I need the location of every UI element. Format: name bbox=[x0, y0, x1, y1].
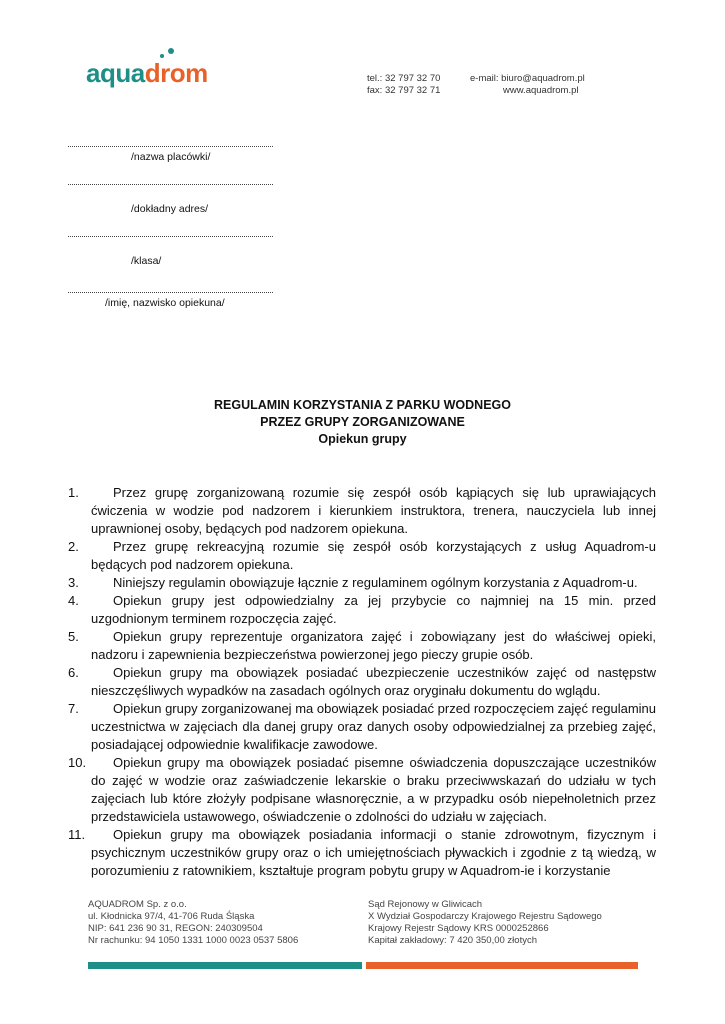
title-line-2: PRZEZ GRUPY ZORGANIZOWANE bbox=[260, 415, 465, 429]
footer-court: Sąd Rejonowy w Gliwicach bbox=[368, 899, 483, 910]
footer-capital: Kapitał zakładowy: 7 420 350,00 złotych bbox=[368, 935, 537, 946]
list-item bbox=[68, 754, 656, 826]
item-text: Opiekun grupy jest odpowiedzialny za jej przybycie co najmniej na 15 min. przed uzgodnionym terminem rozpoczęcia zajęć. bbox=[91, 593, 656, 626]
footer-address: ul. Kłodnicka 97/4, 41-706 Ruda Śląska bbox=[88, 911, 255, 922]
item-text: Opiekun grupy ma obowiązek posiadać ubezpieczenie uczestników zajęć od następstw nieszczęśliwych wypadków na zasadach ogólnych oraz oryginału dokumentu do wglądu. bbox=[91, 665, 656, 698]
list-item bbox=[68, 700, 656, 754]
contact-fax: fax: 32 797 32 71 bbox=[367, 85, 441, 96]
item-number: 6. bbox=[68, 665, 79, 680]
footer-registry-info bbox=[368, 899, 602, 947]
item-number: 7. bbox=[68, 701, 79, 716]
contact-website: www.aquadrom.pl bbox=[503, 85, 579, 96]
facility-name-label: /nazwa placówki/ bbox=[131, 151, 211, 163]
item-number: 5. bbox=[68, 629, 79, 644]
footer-division: X Wydział Gospodarczy Krajowego Rejestru Sądowego bbox=[368, 911, 602, 922]
aquadrom-logo bbox=[86, 44, 226, 96]
list-item bbox=[68, 592, 656, 628]
item-text: Opiekun grupy ma obowiązek posiadać pisemne oświadczenia dopuszczające uczestników do zajęć w wodzie oraz zaświadczenie lekarskie o braku przeciwwskazań do udziału w tych zajęciach lub które złożyły podpisane własnoręcznie, a w przypadku osób niepełnoletnich przez przedstawiciela ustawowego, oświadczenie o zdolności do udziału w zajęciach. bbox=[91, 755, 656, 824]
item-number: 1. bbox=[68, 485, 79, 500]
address-label: /dokładny adres/ bbox=[131, 203, 209, 215]
item-number: 11. bbox=[68, 827, 86, 842]
item-text: Przez grupę rekreacyjną rozumie się zespół osób korzystających z usług Aquadrom-u będących pod nadzorem opiekuna. bbox=[91, 539, 656, 572]
logo-wordmark: aquadrom bbox=[86, 58, 208, 88]
item-number: 3. bbox=[68, 575, 79, 590]
facility-name-line[interactable] bbox=[68, 146, 273, 147]
class-line[interactable] bbox=[68, 236, 273, 237]
contact-email: e-mail: biuro@aquadrom.pl bbox=[470, 73, 585, 84]
footer-nip-regon: NIP: 641 236 90 31, REGON: 240309504 bbox=[88, 923, 263, 934]
item-number: 10. bbox=[68, 755, 87, 770]
contact-email-web bbox=[470, 73, 585, 97]
title-line-1: REGULAMIN KORZYSTANIA Z PARKU WODNEGO bbox=[214, 398, 511, 412]
footer-company-info bbox=[88, 899, 298, 947]
regulations-list bbox=[68, 484, 656, 880]
item-text: Opiekun grupy reprezentuje organizatora zajęć i zobowiązany jest do właściwej opieki, nadzoru i zapewnienia bezpieczeństwa powierzonej jego pieczy grupie osób. bbox=[91, 629, 656, 662]
list-item bbox=[68, 538, 656, 574]
guardian-name-label: /imię, nazwisko opiekuna/ bbox=[105, 297, 225, 309]
item-text: Opiekun grupy ma obowiązek posiadania informacji o stanie zdrowotnym, fizycznym i psychicznym uczestników grupy oraz o ich umiejętnościach pływackich i zgodnie z tą wiedzą, w porozumieniu z ratownikiem, kształtuje program pobytu grupy w Aquadrom-ie i korzystanie bbox=[91, 827, 656, 878]
list-item bbox=[68, 574, 656, 592]
item-number: 4. bbox=[68, 593, 79, 608]
document-title bbox=[0, 397, 725, 448]
footer-company-name: AQUADROM Sp. z o.o. bbox=[88, 899, 187, 910]
item-text: Przez grupę zorganizowaną rozumie się zespół osób kąpiących się lub uprawiających ćwiczenia w wodzie pod nadzorem i kierunkiem instruktora, trenera, nauczyciela lub innej uprawnionej osoby, będących pod nadzorem opiekuna. bbox=[91, 485, 656, 536]
footer-krs: Krajowy Rejestr Sądowy KRS 0000252866 bbox=[368, 923, 549, 934]
footer-bar-orange bbox=[366, 962, 638, 969]
item-number: 2. bbox=[68, 539, 79, 554]
list-item bbox=[68, 484, 656, 538]
contact-phone-fax bbox=[367, 73, 440, 97]
list-item bbox=[68, 664, 656, 700]
footer-bank-account: Nr rachunku: 94 1050 1331 1000 0023 0537 5806 bbox=[88, 935, 299, 946]
title-line-3: Opiekun grupy bbox=[318, 432, 407, 446]
bubble-icon bbox=[168, 48, 174, 54]
footer-bar-teal bbox=[88, 962, 362, 969]
contact-tel: tel.: 32 797 32 70 bbox=[367, 73, 441, 84]
item-text: Opiekun grupy zorganizowanej ma obowiązek posiadać przed rozpoczęciem zajęć regulaminu uczestnictwa w zajęciach dla danej grupy oraz danych osoby odpowiedzialnej za przebieg zajęć, posiadającej odpowiednie kwalifikacje zawodowe. bbox=[91, 701, 656, 752]
item-text: Niniejszy regulamin obowiązuje łącznie z regulaminem ogólnym korzystania z Aquadrom-u. bbox=[113, 575, 638, 590]
address-line[interactable] bbox=[68, 184, 273, 185]
guardian-name-line[interactable] bbox=[68, 292, 273, 293]
list-item bbox=[68, 628, 656, 664]
list-item bbox=[68, 826, 656, 880]
class-label: /klasa/ bbox=[131, 255, 162, 267]
